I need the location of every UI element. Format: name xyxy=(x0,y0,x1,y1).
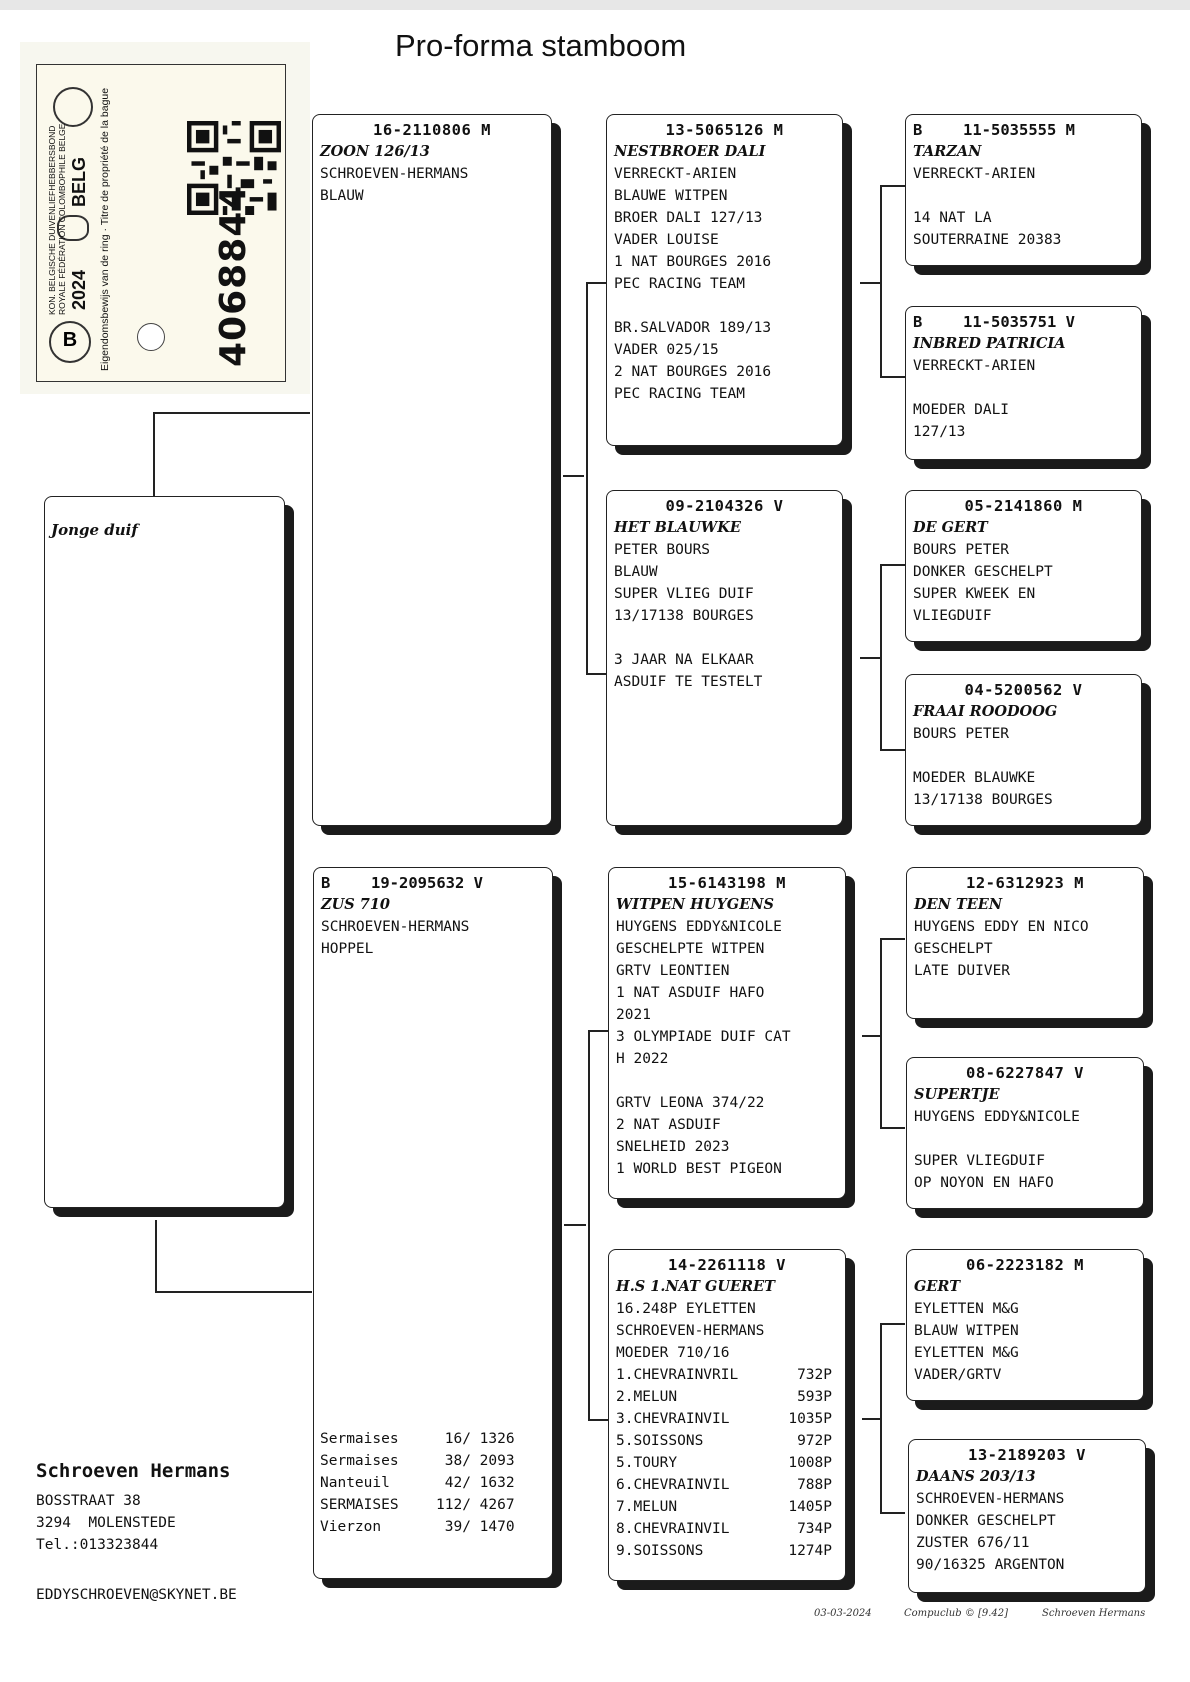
owner-street: BOSSTRAAT 38 xyxy=(36,1493,141,1509)
ff-ring: 13-5065126 M xyxy=(665,121,784,139)
fmf-line: VLIEGDUIF xyxy=(913,608,992,624)
mfm-line: OP NOYON EN HAFO xyxy=(914,1175,1054,1191)
mother-name: ZUS 710 xyxy=(321,896,391,913)
mf-ring: 15-6143198 M xyxy=(668,874,786,892)
result-row: Sermaises 38/ 2093 xyxy=(320,1453,515,1469)
connector-line xyxy=(588,1030,608,1032)
connector-line xyxy=(880,564,905,566)
connector-line xyxy=(564,1224,586,1226)
ggp-mmm-card xyxy=(908,1439,1146,1593)
ff-line: 2 NAT BOURGES 2016 xyxy=(614,364,772,380)
mf-line: HUYGENS EDDY&NICOLE xyxy=(616,919,782,935)
mff-line: HUYGENS EDDY EN NICO xyxy=(914,919,1089,935)
ring-card-hole xyxy=(137,323,165,351)
mmm-line: ZUSTER 676/11 xyxy=(916,1535,1030,1551)
connector-line xyxy=(588,1030,590,1420)
mff-name: DEN TEEN xyxy=(914,896,1003,913)
fm-line: PETER BOURS xyxy=(614,542,711,558)
father-ring: 16-2110806 M xyxy=(373,121,491,139)
ff-line: BROER DALI 127/13 xyxy=(614,210,763,226)
connector-line xyxy=(880,1323,905,1325)
fm-line: ASDUIF TE TESTELT xyxy=(614,674,763,690)
mm-line: MOEDER 710/16 xyxy=(616,1345,730,1361)
ff-line: 1 NAT BOURGES 2016 xyxy=(614,254,772,270)
result-row: Sermaises 16/ 1326 xyxy=(320,1431,515,1447)
fff-line: 14 NAT LA xyxy=(913,210,992,226)
result-row: 2.MELUN 593P xyxy=(616,1389,832,1405)
result-row: 8.CHEVRAINVIL 734P xyxy=(616,1521,832,1537)
ff-line: VERRECKT-ARIEN xyxy=(614,166,737,182)
fm-line: 3 JAAR NA ELKAAR xyxy=(614,652,754,668)
mf-line: 1 WORLD BEST PIGEON xyxy=(616,1161,782,1177)
father-card xyxy=(312,114,552,826)
ownership-text: Eigendomsbewijs van de ring · Titre de propriété de la bague xyxy=(99,87,111,371)
fmf-line: DONKER GESCHELPT xyxy=(913,564,1053,580)
ring-number: 4068844 xyxy=(213,184,254,367)
ring-year: 2024 xyxy=(69,269,89,310)
mff-line: LATE DUIVER xyxy=(914,963,1011,979)
connector-line xyxy=(862,1035,880,1037)
fmf-line: SUPER KWEEK EN xyxy=(913,586,1036,602)
mother-results xyxy=(320,1428,515,1538)
mmf-line: EYLETTEN M&G xyxy=(914,1345,1019,1361)
mf-name: WITPEN HUYGENS xyxy=(616,896,774,913)
mf-line: GESCHELPTE WITPEN xyxy=(616,941,765,957)
mmm-line: DONKER GESCHELPT xyxy=(916,1513,1056,1529)
globe-emblem-icon xyxy=(53,87,93,127)
connector-line xyxy=(862,1418,880,1420)
mfm-line: SUPER VLIEGDUIF xyxy=(914,1153,1045,1169)
mother-ring-row xyxy=(321,872,545,894)
mm-name-row xyxy=(616,1276,838,1298)
connector-line xyxy=(153,412,155,496)
connector-line xyxy=(880,185,882,377)
connector-line xyxy=(880,376,905,378)
mmf-line: VADER/GRTV xyxy=(914,1367,1002,1383)
ffm-prefix: B xyxy=(913,313,923,331)
ring-country: BELG xyxy=(69,156,89,207)
connector-line xyxy=(880,185,905,187)
connector-line xyxy=(880,749,905,751)
ffm-line: 127/13 xyxy=(913,424,966,440)
mmm-ring: 13-2189203 V xyxy=(968,1446,1086,1464)
ffm-line: VERRECKT-ARIEN xyxy=(913,358,1036,374)
result-row: 3.CHEVRAINVIL 1035P xyxy=(616,1411,832,1427)
ff-name: NESTBROER DALI xyxy=(614,143,766,160)
ffm-ring: 11-5035751 V xyxy=(963,313,1075,331)
mf-line: H 2022 xyxy=(616,1051,669,1067)
fmm-line: BOURS PETER xyxy=(913,726,1010,742)
ring-certificate-frame xyxy=(36,64,286,382)
ffm-line: MOEDER DALI xyxy=(913,402,1010,418)
result-row: 6.CHEVRAINVIL 788P xyxy=(616,1477,832,1493)
connector-line xyxy=(586,282,588,674)
fff-name: TARZAN xyxy=(913,143,982,160)
mf-line: 2 NAT ASDUIF xyxy=(616,1117,721,1133)
mf-line: 3 OLYMPIADE DUIF CAT xyxy=(616,1029,791,1045)
grandmother-paternal-card xyxy=(606,490,843,826)
ff-line: VADER 025/15 xyxy=(614,342,719,358)
ff-line: PEC RACING TEAM xyxy=(614,386,745,402)
ff-line: BR.SALVADOR 189/13 xyxy=(614,320,772,336)
mm-name-prefix: H.S xyxy=(616,1278,651,1295)
result-row: SERMAISES 112/ 4267 xyxy=(320,1497,515,1513)
connector-line xyxy=(155,1291,312,1293)
ff-line: VADER LOUISE xyxy=(614,232,719,248)
ffm-name: INBRED PATRICIA xyxy=(913,335,1066,352)
mf-line: 1 NAT ASDUIF HAFO xyxy=(616,985,765,1001)
owner-name: Schroeven Hermans xyxy=(36,1460,231,1482)
mfm-line: HUYGENS EDDY&NICOLE xyxy=(914,1109,1080,1125)
connector-line xyxy=(880,938,882,1128)
mm-line: 16.248P EYLETTEN xyxy=(616,1301,756,1317)
ggp-mff-card xyxy=(906,867,1144,1019)
grandmother-maternal-card xyxy=(608,1249,846,1581)
federation-name: KON. BELGISCHE DUIVENLIEFHEBBERSBOND ROYALE FÉDÉRATION COLOMBOPHILE BELGE xyxy=(47,123,67,315)
father-name: ZOON 126/13 xyxy=(320,143,430,160)
ggp-ffm-card xyxy=(905,306,1142,460)
ff-line: PEC RACING TEAM xyxy=(614,276,745,292)
mother-ring: 19-2095632 V xyxy=(371,874,483,892)
mfm-name: SUPERTJE xyxy=(914,1086,1000,1103)
connector-line xyxy=(880,938,905,940)
fm-line: 13/17138 BOURGES xyxy=(614,608,754,624)
ggp-mmf-card xyxy=(906,1249,1144,1401)
fff-prefix: B xyxy=(913,121,923,139)
mm-ring: 14-2261118 V xyxy=(668,1256,786,1274)
grandfather-maternal-card xyxy=(608,867,846,1199)
fmf-line: BOURS PETER xyxy=(913,542,1010,558)
result-row: 7.MELUN 1405P xyxy=(616,1499,832,1515)
federation-logo-letter: B xyxy=(62,329,78,351)
mf-line: SNELHEID 2023 xyxy=(616,1139,730,1155)
mm-name: 1.NAT GUERET xyxy=(650,1278,775,1295)
ggp-fmf-card xyxy=(905,490,1142,642)
fmm-line: MOEDER BLAUWKE xyxy=(913,770,1036,786)
fmf-name: DE GERT xyxy=(913,519,988,536)
mmf-line: EYLETTEN M&G xyxy=(914,1301,1019,1317)
mm-line: SCHROEVEN-HERMANS xyxy=(616,1323,765,1339)
result-row: Vierzon 39/ 1470 xyxy=(320,1519,515,1535)
footer-date: 03-03-2024 xyxy=(814,1608,872,1619)
subject-label: Jonge duif xyxy=(51,521,138,539)
result-row: Nanteuil 42/ 1632 xyxy=(320,1475,515,1491)
owner-phone: Tel.:013323844 xyxy=(36,1537,159,1553)
ring-certificate xyxy=(20,42,310,394)
mf-spacer xyxy=(616,1070,838,1092)
federation-logo xyxy=(49,321,91,363)
father-line: BLAUW xyxy=(320,188,364,204)
fff-ring: 11-5035555 M xyxy=(963,121,1075,139)
mmf-name: GERT xyxy=(914,1278,961,1295)
mmm-line: SCHROEVEN-HERMANS xyxy=(916,1491,1065,1507)
ff-line: BLAUWE WITPEN xyxy=(614,188,728,204)
ggp-mfm-card xyxy=(906,1057,1144,1209)
connector-line xyxy=(586,673,606,675)
ff-spacer xyxy=(614,295,835,317)
fmf-ring: 05-2141860 M xyxy=(964,497,1083,515)
connector-line xyxy=(586,282,606,284)
fm-name: HET BLAUWKE xyxy=(614,519,741,536)
mother-line: HOPPEL xyxy=(321,941,374,957)
mf-line: GRTV LEONA 374/22 xyxy=(616,1095,765,1111)
fmm-ring: 04-5200562 V xyxy=(964,681,1083,699)
connector-line xyxy=(880,1127,905,1129)
result-row: 5.TOURY 1008P xyxy=(616,1455,832,1471)
fm-line: BLAUW xyxy=(614,564,658,580)
mmm-name: DAANS 203/13 xyxy=(916,1468,1036,1485)
connector-line xyxy=(588,1419,608,1421)
connector-line xyxy=(860,282,880,284)
fff-line: VERRECKT-ARIEN xyxy=(913,166,1036,182)
fm-line: SUPER VLIEG DUIF xyxy=(614,586,754,602)
mmm-line: 90/16325 ARGENTON xyxy=(916,1557,1065,1573)
fff-line: SOUTERRAINE 20383 xyxy=(913,232,1062,248)
mf-line: GRTV LEONTIEN xyxy=(616,963,730,979)
fmm-name: FRAAI ROODOOG xyxy=(913,703,1058,720)
mff-ring: 12-6312923 M xyxy=(966,874,1084,892)
mother-card xyxy=(313,867,553,1579)
page-top-edge xyxy=(0,0,1190,10)
owner-email: EDDYSCHROEVEN@SKYNET.BE xyxy=(36,1587,237,1603)
mmf-ring: 06-2223182 M xyxy=(966,1256,1084,1274)
ggp-fmm-card xyxy=(905,674,1142,826)
mmf-line: BLAUW WITPEN xyxy=(914,1323,1019,1339)
subject-card xyxy=(44,496,285,1208)
result-row: 1.CHEVRAINVRIL 732P xyxy=(616,1367,832,1383)
mf-line: 2021 xyxy=(616,1007,651,1023)
mfm-ring: 08-6227847 V xyxy=(966,1064,1084,1082)
result-row: 5.SOISSONS 972P xyxy=(616,1433,832,1449)
mother-prefix: B xyxy=(321,874,331,892)
connector-line xyxy=(880,1323,882,1513)
page-title: Pro-forma stamboom xyxy=(395,28,687,63)
connector-line xyxy=(155,1220,157,1292)
connector-line xyxy=(563,475,584,477)
result-row: 9.SOISSONS 1274P xyxy=(616,1543,832,1559)
ggp-fff-card xyxy=(905,114,1142,266)
connector-line xyxy=(880,1512,905,1514)
mff-line: GESCHELPT xyxy=(914,941,993,957)
connector-line xyxy=(880,564,882,750)
fmm-line: 13/17138 BOURGES xyxy=(913,792,1053,808)
footer-software: Compuclub © [9.42] xyxy=(904,1608,1009,1619)
connector-line xyxy=(860,657,880,659)
fm-spacer xyxy=(614,627,835,649)
grandfather-paternal-card xyxy=(606,114,843,446)
connector-line xyxy=(153,412,310,414)
mother-line: SCHROEVEN-HERMANS xyxy=(321,919,470,935)
owner-city: 3294 MOLENSTEDE xyxy=(36,1515,176,1531)
fm-ring: 09-2104326 V xyxy=(665,497,784,515)
footer-breeder: Schroeven Hermans xyxy=(1042,1608,1146,1619)
father-line: SCHROEVEN-HERMANS xyxy=(320,166,469,182)
owner-block xyxy=(36,1460,230,1556)
